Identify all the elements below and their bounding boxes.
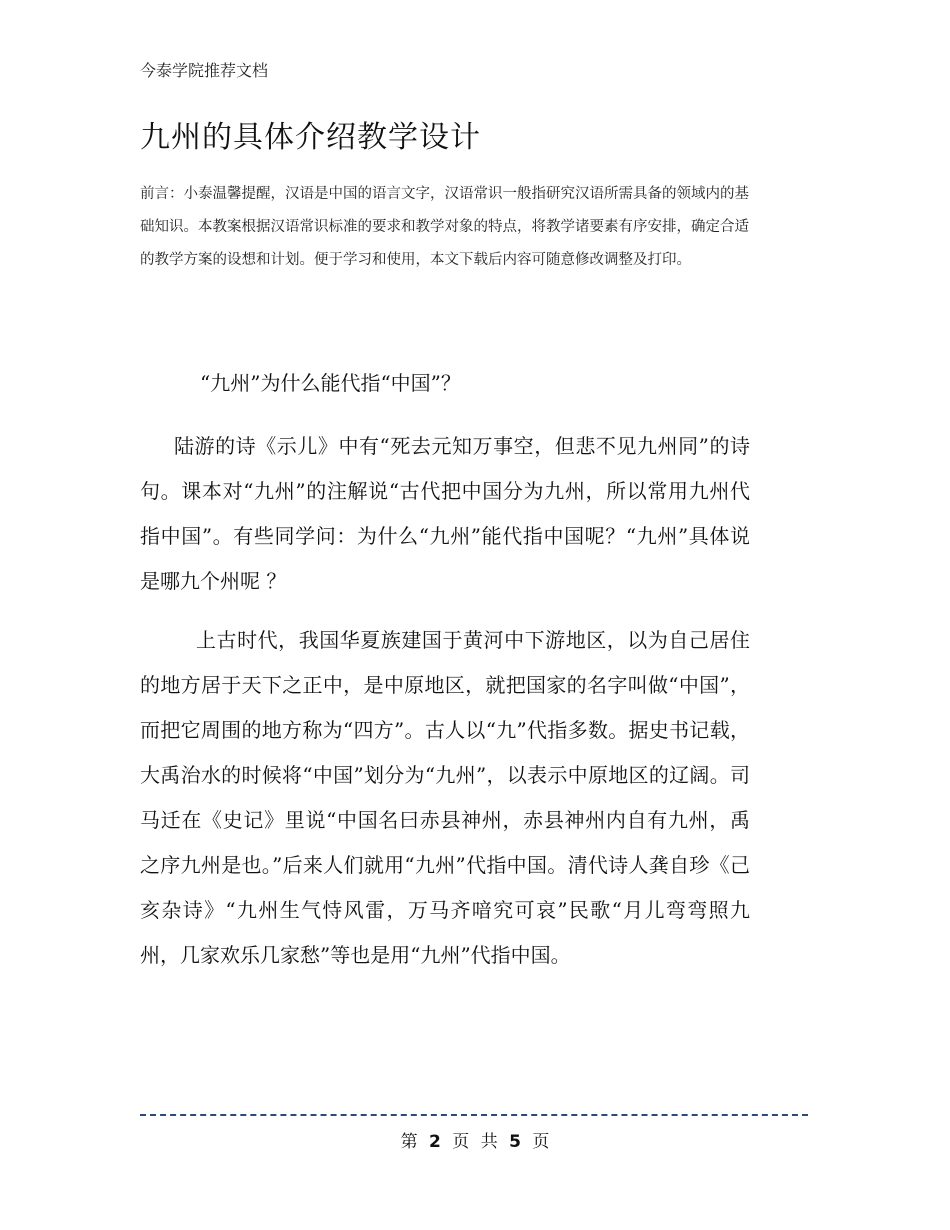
page-number-footer (0, 1130, 950, 1154)
current-page-number: 2 (429, 1132, 441, 1152)
footer-middle: 页 共 (452, 1132, 498, 1152)
body-paragraph: 陆游的诗《示儿》中有“死去元知万事空，但悲不见九州同”的诗句。课本对“九州”的注解说“古代把中国分为九州，所以常用九州代指中国”。有些同学问：为什么“九州”能代指中国呢？“九州”具体说是哪九个州呢 ？ (140, 434, 750, 593)
footer-suffix: 页 (532, 1132, 550, 1152)
section-question: “九州”为什么能代指“中国”？ (200, 371, 461, 395)
body-paragraph: 上古时代，我国华夏族建国于黄河中下游地区，以为自己居住的地方居于天下之正中，是中原地区，就把国家的名字叫做“中国”，而把它周围的地方称为“四方”。古人以“九”代指多数。据史书记载，大禹治水的时候将“中国”划分为“九州”，以表示中原地区的辽阔。司马迁在《史记》里说“中国名曰赤县神州，赤县神州内自有九州，禹之序九州是也。”后来人们就用“九州”代指中国。清代诗人龚自珍《己亥杂诗》“九州生气恃风雷，万马齐喑究可哀”民歌“月儿弯弯照九州，几家欢乐几家愁”等也是用“九州”代指中国。 (140, 628, 750, 967)
preface-paragraph: 前言：小泰温馨提醒，汉语是中国的语言文字，汉语常识一般指研究汉语所需具备的领域内的基础知识。本教案根据汉语常识标准的要求和教学对象的特点，将教学诸要素有序安排，确定合适的教学方案的设想和计划。便于学习和使用，本文下载后内容可随意修改调整及打印。 (140, 186, 749, 268)
footer-prefix: 第 (400, 1132, 418, 1152)
document-source-header: 今泰学院推荐文档 (140, 61, 269, 80)
total-pages-number: 5 (509, 1132, 521, 1152)
footer-divider (140, 1114, 808, 1116)
document-title: 九州的具体介绍教学设计 (140, 120, 481, 155)
